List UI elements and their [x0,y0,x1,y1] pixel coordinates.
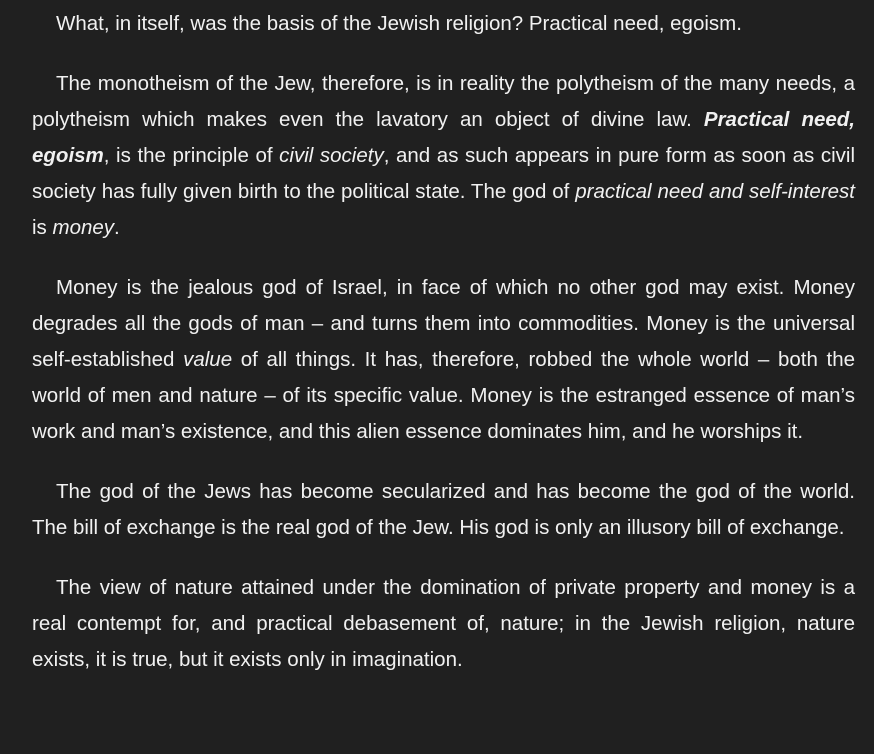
text-run: Money is the jealous god of Israel, in face of which no other god may exist. Money degrades all the gods of man – and turns them into commodities. Money is the universal self-established [32,276,855,371]
paragraph-5 [32,570,855,678]
text-run: The view of nature attained under the domination of private property and money is a real contempt for, and practical debasement of, nature; in the Jewish religion, nature exists, it is true, but it exists only in imagination. [32,576,855,671]
emphasis-text: money [52,216,115,239]
emphasis-text: civil society [279,144,384,167]
text-run: What, in itself, was the basis of the Jewish religion? Practical need, egoism. [56,12,742,35]
paragraph-3 [32,270,855,450]
text-run: . [114,216,120,239]
text-run: , is the principle of [103,144,280,167]
text-run: of all things. It has, therefore, robbed the whole world – both the world of men and nature – of its specific value. Money is the estranged essence of man’s work and man’s existence, and this alien essence dominates him, and he worships it. [32,348,855,443]
emphasis-text: Practical need, egoism [32,108,855,167]
emphasis-text: value [183,348,233,371]
text-run: , and as such appears in pure form as soon as civil society has fully given birth to the political state. The god of [32,144,855,203]
paragraph-2 [32,66,855,246]
text-run: The monotheism of the Jew, therefore, is in reality the polytheism of the many needs, a polytheism which makes even the lavatory an object of divine law. [32,72,855,131]
emphasis-text: practical need and self-interest [575,180,855,203]
paragraph-1 [32,6,855,42]
paragraph-4 [32,474,855,546]
text-run: The god of the Jews has become secularized and has become the god of the world. The bill of exchange is the real god of the Jew. His god is only an illusory bill of exchange. [32,480,855,539]
text-run: is [32,216,53,239]
